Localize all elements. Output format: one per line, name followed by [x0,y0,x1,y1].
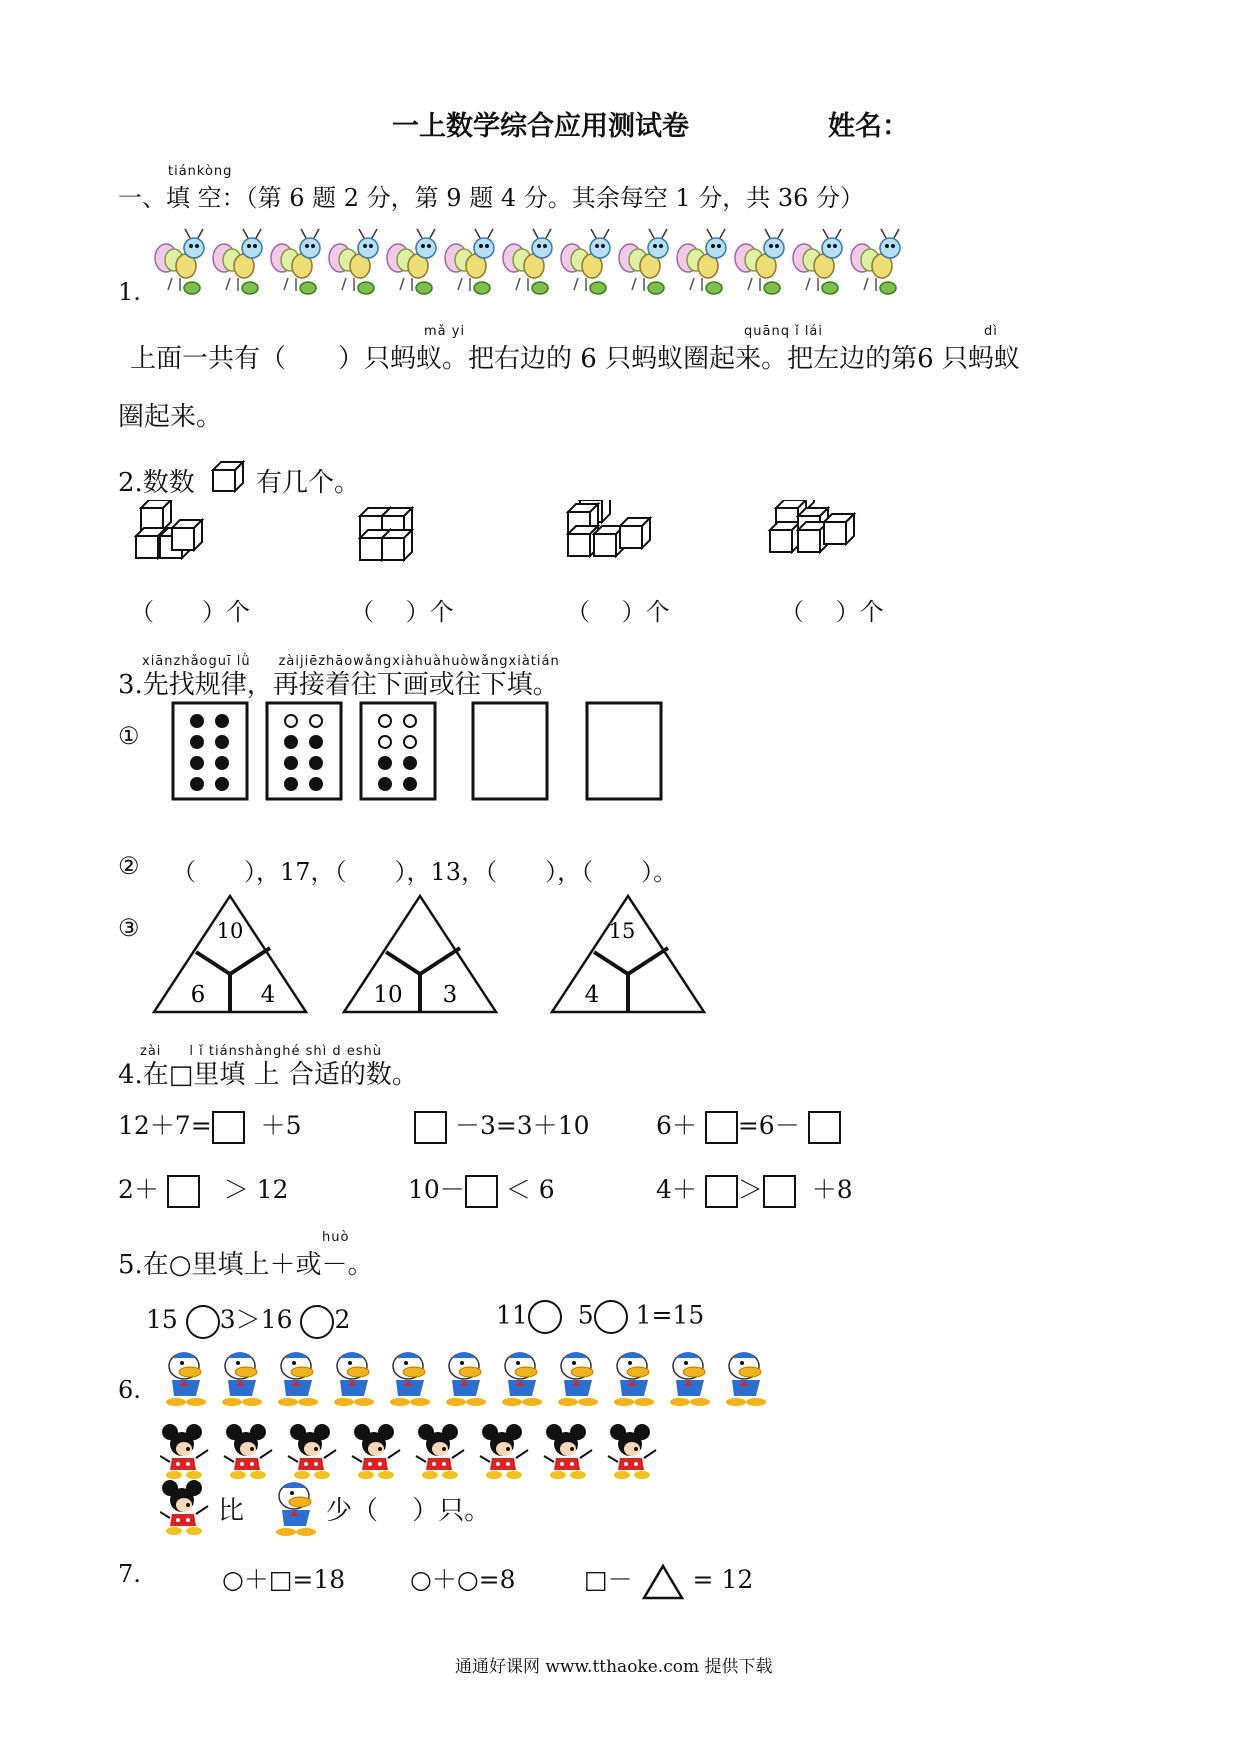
answer-box[interactable] [414,1111,447,1144]
ant-icon [271,229,320,294]
triangle-icon [641,1563,685,1601]
donald-duck-icon [166,1352,206,1406]
ant-icon [735,229,784,294]
triangle-3-top[interactable]: 15 [608,919,636,943]
cube-figure-3 [568,500,650,556]
donald-duck-icon [270,1476,322,1536]
ant-icon [851,229,900,294]
mickey-mouse-icon [480,1424,528,1479]
dot-pattern [170,700,670,804]
q3-item1-label: ① [118,722,140,750]
answer-box[interactable] [705,1111,738,1144]
operator-circle[interactable] [300,1305,334,1339]
mickey-mouse-icon [160,1476,214,1536]
ant-icon [677,229,726,294]
triangle-2-left[interactable]: 10 [373,982,403,1008]
q4-eq-3: 6＋ =6－ [656,1106,841,1144]
pinyin-tiankong: tiánkòng [168,164,233,179]
dot-card-blank-2[interactable] [587,703,661,799]
q1-text-line2: 圈起来。 [118,402,223,432]
q4-prompt: 4.在□里填 上 合适的数。 [118,1060,418,1090]
q5-pinyin: huò [322,1230,350,1245]
cube-figure-1 [136,500,202,558]
ant-icon [155,229,204,294]
cube-icon [210,458,246,494]
ant-icon [503,229,552,294]
cube-figures [130,500,890,570]
pinyin-di: dì [984,324,998,339]
donald-duck-icon [446,1352,486,1406]
q4-eq-2: －3=3＋10 [414,1106,590,1144]
q6-text-shao[interactable]: 少（ ）只。 [326,1496,491,1526]
ant-icon [387,229,436,294]
triangle-3 [552,896,704,1012]
ant-row [152,228,904,300]
donald-duck-icon [278,1352,318,1406]
donald-duck-icon [670,1352,710,1406]
donald-duck-icon [502,1352,542,1406]
triangle-2 [344,896,496,1012]
q6-text-bi: 比 [218,1496,245,1526]
triangle-1-top[interactable]: 10 [216,919,244,943]
q5-prompt: 5.在○里填上＋或－。 [118,1250,374,1280]
q4-eq-6: 4＋ ＞ ＋8 [656,1170,853,1208]
question-number-1: 1. [118,278,141,306]
mickey-mouse-icon [160,1424,208,1479]
answer-box[interactable] [763,1175,796,1208]
donald-duck-icon [390,1352,430,1406]
section-heading: 一、填 空：（第 6 题 2 分，第 9 题 4 分。其余每空 1 分，共 36 分） [118,184,865,212]
operator-circle[interactable] [528,1300,562,1334]
donald-row [166,1352,766,1406]
q4-eq-4: 2＋ ＞ 12 [118,1170,288,1208]
dot-card-blank-1[interactable] [473,703,547,799]
ant-icon [561,229,610,294]
q7-expr-3: □－ = 12 [584,1560,753,1601]
mickey-row [160,1424,656,1479]
donald-duck-icon [614,1352,654,1406]
q3-pinyin: xiānzhǎoguī lǜ zàijiēzhāowǎngxiàhuàhuòwǎngxiàtián [142,654,560,669]
donald-duck-icon [334,1352,374,1406]
operator-circle[interactable] [186,1305,220,1339]
triangle-1-right[interactable]: 4 [260,982,276,1008]
answer-box[interactable] [705,1175,738,1208]
mickey-mouse-icon [288,1424,336,1479]
triangle-3-left[interactable]: 4 [584,982,600,1008]
triangle-2-right[interactable]: 3 [442,982,458,1008]
question-number-6: 6. [118,1376,141,1404]
dot-card-1 [173,703,247,799]
q2-blank-2[interactable]: （ ）个 [350,598,454,626]
q2-blank-1[interactable]: （ ）个 [130,598,250,626]
q5-expr-1: 15 3＞16 2 [146,1300,350,1339]
q4-eq-5: 10－ ＜ 6 [408,1170,555,1208]
page-title: 一上数学综合应用测试卷 [392,111,689,142]
ant-icon [329,229,378,294]
q2-blank-4[interactable]: （ ）个 [780,598,884,626]
cube-figure-4 [770,500,854,552]
question-number-7: 7. [118,1560,141,1588]
q3-item2-sequence[interactable]: （ ），17，（ ），13，（ ），（ ）。 [172,858,678,886]
footer-text: 通通好课网 www.tthaoke.com 提供下载 [455,1657,773,1677]
answer-box[interactable] [465,1175,498,1208]
number-triangles [150,892,710,1016]
q7-expr-1: ○＋□=18 [222,1565,346,1594]
dot-card-2 [267,703,341,799]
q4-eq-1: 12＋7= ＋5 [118,1106,301,1144]
donald-duck-icon [726,1352,766,1406]
pinyin-quanqilai: quānq ǐ lái [744,324,824,339]
mickey-mouse-icon [224,1424,272,1479]
triangle-1 [154,896,306,1012]
q3-item3-label: ③ [118,914,140,942]
name-label: 姓名： [828,111,909,142]
mickey-mouse-icon [416,1424,464,1479]
q7-expr-2: ○＋○=8 [410,1565,516,1594]
donald-duck-icon [222,1352,262,1406]
ant-icon [445,229,494,294]
mickey-mouse-icon [608,1424,656,1479]
donald-duck-icon [558,1352,598,1406]
ant-icon [793,229,842,294]
q5-expr-2: 11 5 1=15 [496,1300,704,1334]
answer-box[interactable] [808,1111,841,1144]
ant-icon [619,229,668,294]
answer-box[interactable] [167,1175,200,1208]
q3-prompt: 3.先找规律，再接着往下画或往下填。 [118,670,559,700]
mickey-mouse-icon [352,1424,400,1479]
q2-prompt-a: 2.数数 [118,468,195,498]
cube-figure-2 [360,508,412,560]
q2-prompt-b: 有几个。 [256,468,361,498]
dot-card-3 [361,703,435,799]
ant-icon [213,229,262,294]
triangle-1-left[interactable]: 6 [190,982,206,1008]
q2-blank-3[interactable]: （ ）个 [566,598,670,626]
q1-text-line1: 上面一共有（ ）只蚂蚁。把右边的 6 只蚂蚁圈起来。把左边的第6 只蚂蚁 [130,344,1020,374]
q4-pinyin: zài l ǐ tiánshànghé shì d eshù [140,1044,383,1059]
mickey-mouse-icon [544,1424,592,1479]
q3-item2-label: ② [118,852,140,880]
pinyin-mayi: mǎ yi [424,324,466,339]
answer-box[interactable] [212,1111,245,1144]
operator-circle[interactable] [594,1300,628,1334]
